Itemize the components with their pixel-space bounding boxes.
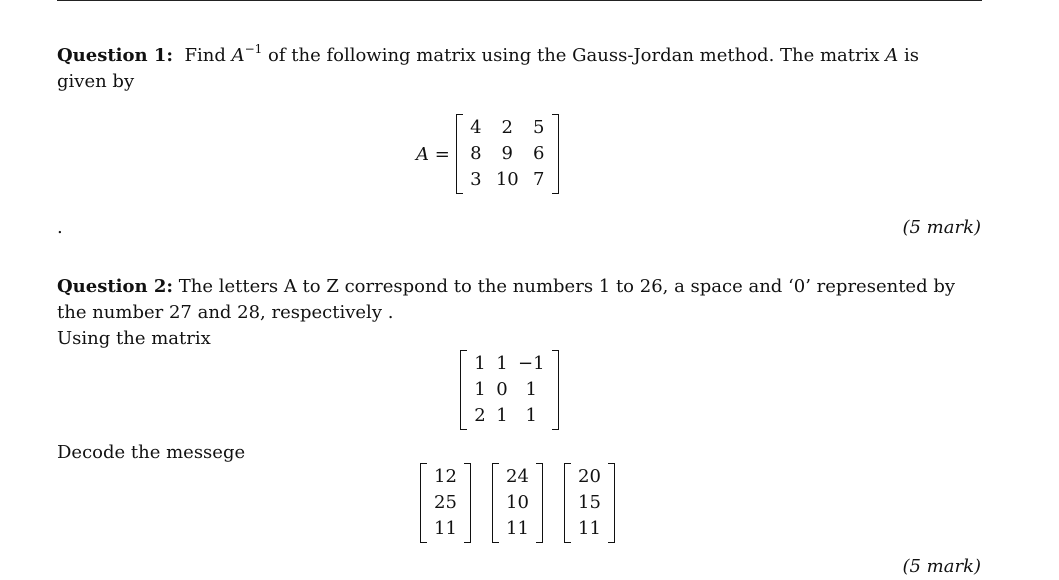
matrix-a-cell: 3 [470, 169, 482, 190]
key-matrix-right-bracket [552, 350, 559, 430]
matrix-a [416, 114, 559, 194]
matrix-a-cell: 10 [495, 169, 519, 190]
key-matrix [460, 350, 559, 430]
vector-left-bracket [492, 463, 499, 543]
top-rule [57, 0, 982, 1]
key-matrix-cell: 1 [474, 379, 486, 400]
message-vector-3 [564, 463, 615, 543]
key-matrix-cell: 1 [525, 379, 537, 400]
key-matrix-cell: 0 [496, 379, 508, 400]
vector-cell: 25 [434, 492, 457, 513]
matrix-a-cell: 7 [532, 169, 545, 190]
q1-text-c: is [898, 45, 919, 66]
vector-cell: 12 [434, 466, 457, 487]
vector-cell: 10 [506, 492, 529, 513]
q2-mark: (5 mark) [902, 556, 981, 577]
matrix-a-left-bracket [456, 114, 463, 194]
vector-cell: 15 [578, 492, 601, 513]
vector-grid [571, 464, 608, 542]
matrix-a-cell: 2 [501, 117, 513, 138]
vector-cell: 20 [578, 466, 601, 487]
q1-symbol-a2: A [885, 45, 899, 66]
q1-symbol-a: A [231, 45, 245, 66]
q2-text-line1: The letters A to Z correspond to the numbers 1 to 26, a space and ‘0’ represented by [173, 276, 956, 297]
key-matrix-cell: −1 [518, 353, 545, 374]
key-matrix-left-bracket [460, 350, 467, 430]
vector-cell: 11 [434, 518, 457, 539]
decode-text: Decode the messege [57, 442, 246, 463]
vector-grid [427, 464, 464, 542]
key-matrix-cell: 2 [474, 405, 486, 426]
message-vector-2 [492, 463, 543, 543]
q1-inverse-exponent: −1 [244, 42, 263, 56]
matrix-a-cell: 9 [501, 143, 513, 164]
question-1-label: Question 1: [57, 45, 174, 66]
matrix-a-grid [463, 115, 552, 193]
question-2-line3: Using the matrix [57, 328, 211, 349]
vector-cell: 11 [506, 518, 529, 539]
vector-left-bracket [564, 463, 571, 543]
question-2-text [57, 274, 987, 300]
vector-right-bracket [608, 463, 615, 543]
key-matrix-cell: 1 [525, 405, 537, 426]
vector-right-bracket [464, 463, 471, 543]
message-vector-1 [420, 463, 471, 543]
question-2-line2: the number 27 and 28, respectively . [57, 302, 394, 323]
question-1-line2: given by [57, 71, 135, 92]
vector-cell: 11 [578, 518, 601, 539]
vector-left-bracket [420, 463, 427, 543]
q1-trailing-dot: . [57, 217, 63, 238]
key-matrix-cell: 1 [496, 353, 508, 374]
key-matrix-grid [467, 351, 552, 429]
matrix-a-cell: 6 [532, 143, 545, 164]
vector-right-bracket [536, 463, 543, 543]
matrix-a-cell: 8 [470, 143, 482, 164]
question-2-label: Question 2: [57, 276, 174, 297]
key-matrix-cell: 1 [496, 405, 508, 426]
matrix-a-label: A = [416, 143, 450, 165]
q1-mark: (5 mark) [902, 217, 981, 238]
question-1-text [57, 43, 987, 69]
key-matrix-cell: 1 [474, 353, 486, 374]
vector-grid [499, 464, 536, 542]
vector-cell: 24 [506, 466, 529, 487]
matrix-a-right-bracket [552, 114, 559, 194]
matrix-a-cell: 4 [470, 117, 482, 138]
q1-text-b: of the following matrix using the Gauss-Jordan method. The matrix [262, 45, 886, 66]
q1-text-a: Find [184, 45, 232, 66]
matrix-a-cell: 5 [532, 117, 545, 138]
